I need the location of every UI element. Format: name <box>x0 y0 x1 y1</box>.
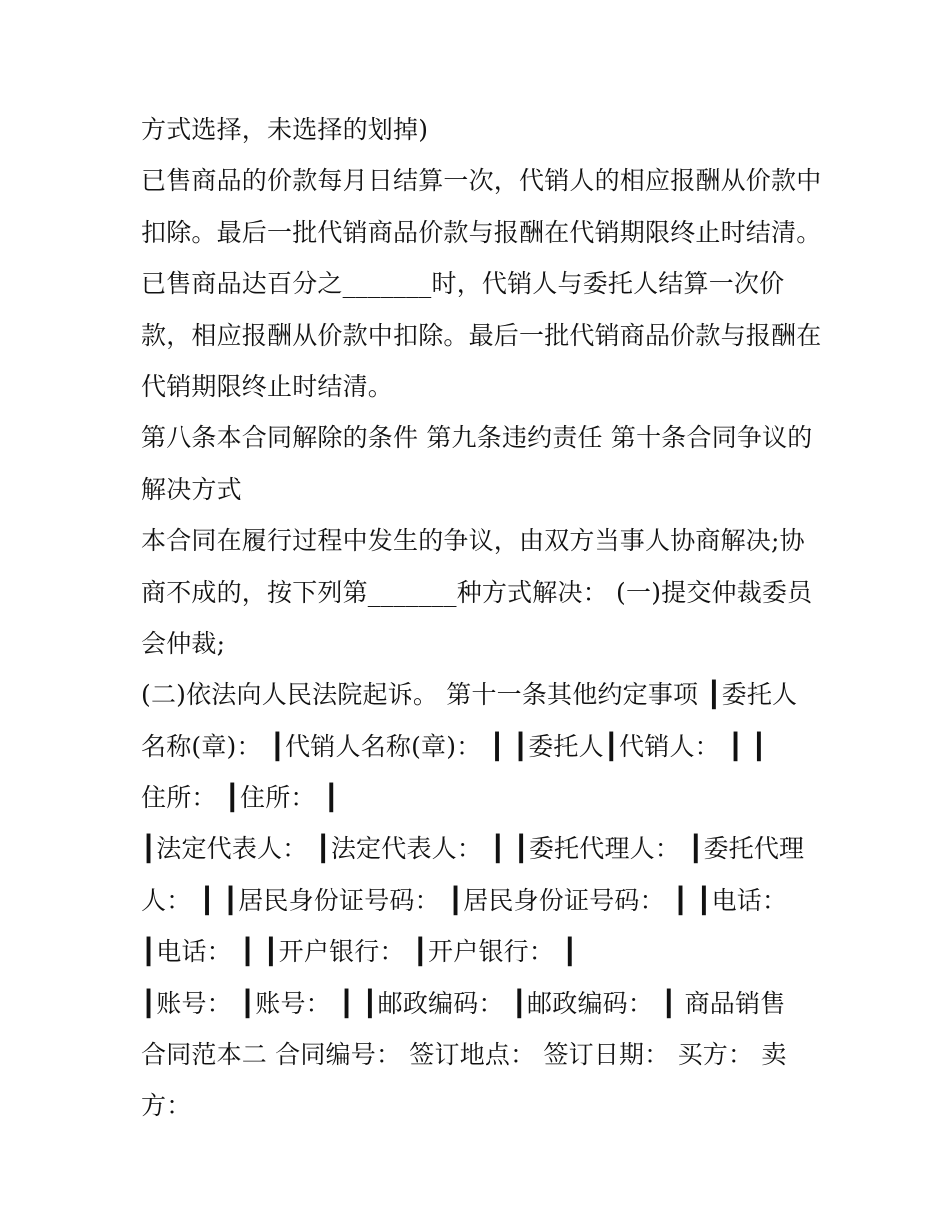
text-line: 合同范本二 合同编号： 签订地点： 签订日期： 买方： 卖 <box>141 1040 787 1070</box>
text-line: 会仲裁; <box>141 628 226 658</box>
text-line: 人： ┃ ┃居民身份证号码： ┃居民身份证号码： ┃ ┃电话： <box>141 885 788 915</box>
text-line: ┃电话： ┃ ┃开户银行： ┃开户银行： ┃ <box>141 937 578 967</box>
document-body <box>141 104 831 1132</box>
text-line: 方式选择，未选择的划掉) <box>141 115 429 144</box>
text-line: 第八条本合同解除的条件 第九条违约责任 第十条合同争议的 <box>141 423 813 453</box>
text-line: ┃法定代表人： ┃法定代表人： ┃ ┃委托代理人： ┃委托代理 <box>141 834 805 864</box>
text-line: 方： <box>141 1091 192 1121</box>
text-line: 款，相应报酬从价款中扣除。最后一批代销商品价款与报酬在 <box>141 320 822 350</box>
text-line: 已售商品达百分之_______时，代销人与委托人结算一次价 <box>141 269 785 299</box>
text-line: 名称(章)： ┃代销人名称(章)： ┃ ┃委托人┃代销人： ┃ ┃ <box>141 731 767 761</box>
text-line: (二)依法向人民法院起诉。 第十一条其他约定事项 ┃委托人 <box>141 680 798 710</box>
text-line: 本合同在履行过程中发生的争议，由双方当事人协商解决;协 <box>141 526 805 556</box>
text-line: 解决方式 <box>141 474 242 504</box>
text-line: 住所： ┃住所： ┃ <box>141 783 339 813</box>
text-line: 代销期限终止时结清。 <box>141 371 394 401</box>
text-line: 已售商品的价款每月日结算一次，代销人的相应报酬从价款中 <box>141 166 822 196</box>
text-line: ┃账号： ┃账号： ┃ ┃邮政编码： ┃邮政编码： ┃ 商品销售 <box>141 988 786 1018</box>
text-line: 扣除。最后一批代销商品价款与报酬在代销期限终止时结清。 <box>141 217 822 247</box>
text-line: 商不成的，按下列第_______种方式解决： (一)提交仲裁委员 <box>141 577 813 607</box>
